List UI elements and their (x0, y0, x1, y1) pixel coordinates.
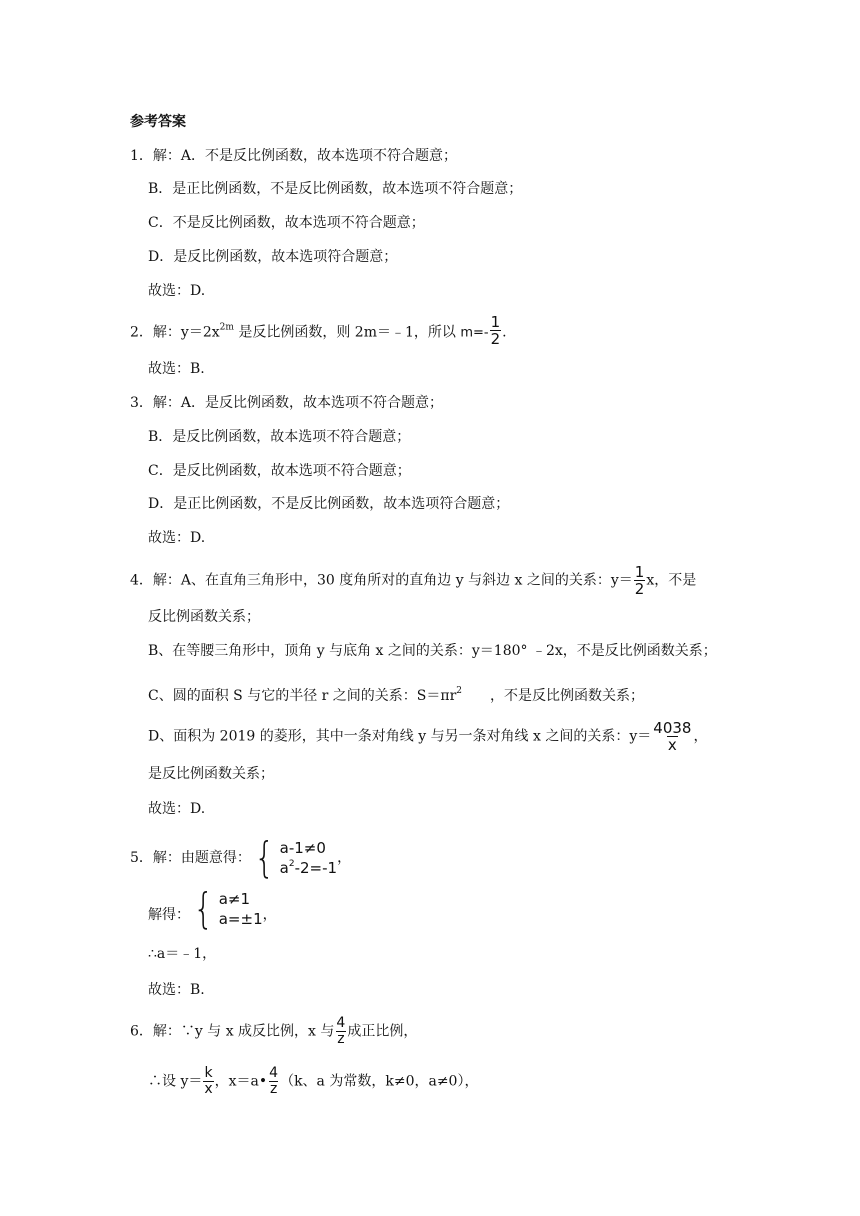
q4-c-exponent: 2 (456, 686, 463, 696)
q1-line-1: 1．解：A．不是反比例函数，故本选项不符合题意； (130, 148, 458, 164)
q5-solution-row-2: a=±1 (218, 910, 263, 928)
q4-line-d (148, 720, 707, 753)
q6-l2-suffix: （k、a 为常数，k≠0，a≠0）， (280, 1073, 479, 1090)
q5-system-row-2 (280, 858, 337, 878)
q6-fraction (335, 1016, 346, 1047)
q4-d-fraction (652, 720, 692, 753)
q3-line-4: D．是正比例函数，不是反比例函数，故本选项符合题意； (148, 496, 510, 512)
q2-fraction-denominator: 2 (490, 330, 501, 348)
q6-z-denominator: z (269, 1081, 278, 1097)
q3-line-3: C．是反比例函数，故本选项不符合题意； (148, 463, 411, 479)
q2-prefix: 2．解：y＝2x (130, 324, 220, 341)
q6-l2-prefix: ∴设 y＝ (148, 1073, 203, 1090)
q4-d-numerator: 4038 (653, 719, 692, 737)
q2-end: . (502, 324, 507, 341)
q2-exponent: 2m (219, 322, 234, 333)
q1-line-3: C．不是反比例函数，故本选项不符合题意； (148, 215, 425, 231)
q4-a-suffix: x，不是 (646, 572, 697, 589)
q6-x-denominator: x (204, 1081, 213, 1097)
q4-line-a-cont: 反比例函数关系； (148, 609, 260, 625)
q5-solve-label: 解得： (148, 907, 190, 923)
q4-c-prefix: C、圆的面积 S 与它的半径 r 之间的关系：S＝πr (148, 688, 457, 704)
q4-c-suffix: ，不是反比例函数关系； (490, 688, 645, 704)
q1-answer: 故选：D. (148, 283, 206, 299)
q5-line-1 (130, 833, 352, 882)
q2-answer: 故选：B. (148, 361, 205, 377)
left-brace-icon: { (254, 833, 275, 882)
q4-line-d-cont: 是反比例函数关系； (148, 766, 274, 782)
q4-a-fraction (634, 564, 646, 597)
q4-answer: 故选：D. (148, 801, 206, 817)
q2-middle: 是反比例函数，则 2m＝﹣1，所以 (233, 324, 456, 341)
q6-4-numerator: 4 (269, 1065, 279, 1081)
q4-line-c (148, 686, 644, 706)
q6-fraction-k-x (203, 1066, 213, 1097)
q4-d-suffix: ， (693, 728, 708, 745)
q1-line-4: D．是反比例函数，故本选项符合题意； (148, 249, 398, 265)
q1-line-2: B．是正比例函数，不是反比例函数，故本选项不符合题意； (148, 181, 523, 197)
q5-solution-system (190, 884, 263, 933)
q4-line-a (130, 564, 696, 597)
q4-d-prefix: D、面积为 2019 的菱形，其中一条对角线 y 与另一条对角线 x 之间的关系：y＝ (148, 728, 652, 745)
q5-answer: 故选：B. (148, 982, 205, 998)
q2-fraction-numerator: 1 (490, 313, 501, 331)
q5-solution-row-1: a≠1 (218, 890, 251, 908)
q6-l2-middle: ，x＝a• (214, 1073, 268, 1090)
page-title: 参考答案 (130, 114, 186, 130)
q3-line-1: 3．解：A．是反比例函数，故本选项不符合题意； (130, 395, 444, 411)
q6-line-2 (148, 1066, 478, 1097)
q3-line-2: B．是反比例函数，故本选项不符合题意； (148, 429, 411, 445)
q4-d-denominator: x (667, 736, 677, 754)
q6-denominator: z (337, 1031, 345, 1047)
q4-line-b: B、在等腰三角形中，顶角 y 与底角 x 之间的关系：y＝180° ﹣2x，不是反比例函数关系； (148, 643, 717, 659)
q4-a-numerator: 1 (634, 563, 645, 581)
q3-answer: 故选：D. (148, 530, 206, 546)
q6-fraction-4-z (268, 1066, 279, 1097)
q2-fraction (490, 314, 502, 347)
q5-equation-system (251, 833, 338, 882)
q5-system-row-1: a-1≠0 (279, 839, 326, 857)
q5-row2-var: a (279, 859, 289, 877)
q4-a-denominator: 2 (634, 580, 645, 598)
q5-row2-rest: -2=-1 (294, 859, 338, 877)
q4-a-prefix: 4．解：A、在直角三角形中，30 度角所对的直角边 y 与斜边 x 之间的关系：y＝ (130, 572, 633, 589)
q6-suffix: 成正比例， (347, 1023, 418, 1040)
q5-solve-line (148, 884, 277, 933)
q5-comma-1: ， (337, 850, 352, 866)
q6-numerator: 4 (336, 1015, 346, 1031)
q6-line-1 (130, 1016, 417, 1047)
left-brace-icon: { (193, 884, 214, 933)
q5-therefore: ∴a＝﹣1， (148, 946, 217, 962)
q2-m-label: m=- (460, 325, 489, 341)
q6-prefix: 6．解：∵y 与 x 成反比例，x 与 (130, 1023, 335, 1040)
q5-row2-exponent: 2 (288, 859, 295, 869)
q6-k-numerator: k (204, 1065, 213, 1081)
q5-prefix: 5．解：由题意得： (130, 850, 251, 866)
q2-line-1 (130, 313, 507, 348)
q5-comma-2: ， (262, 907, 277, 923)
